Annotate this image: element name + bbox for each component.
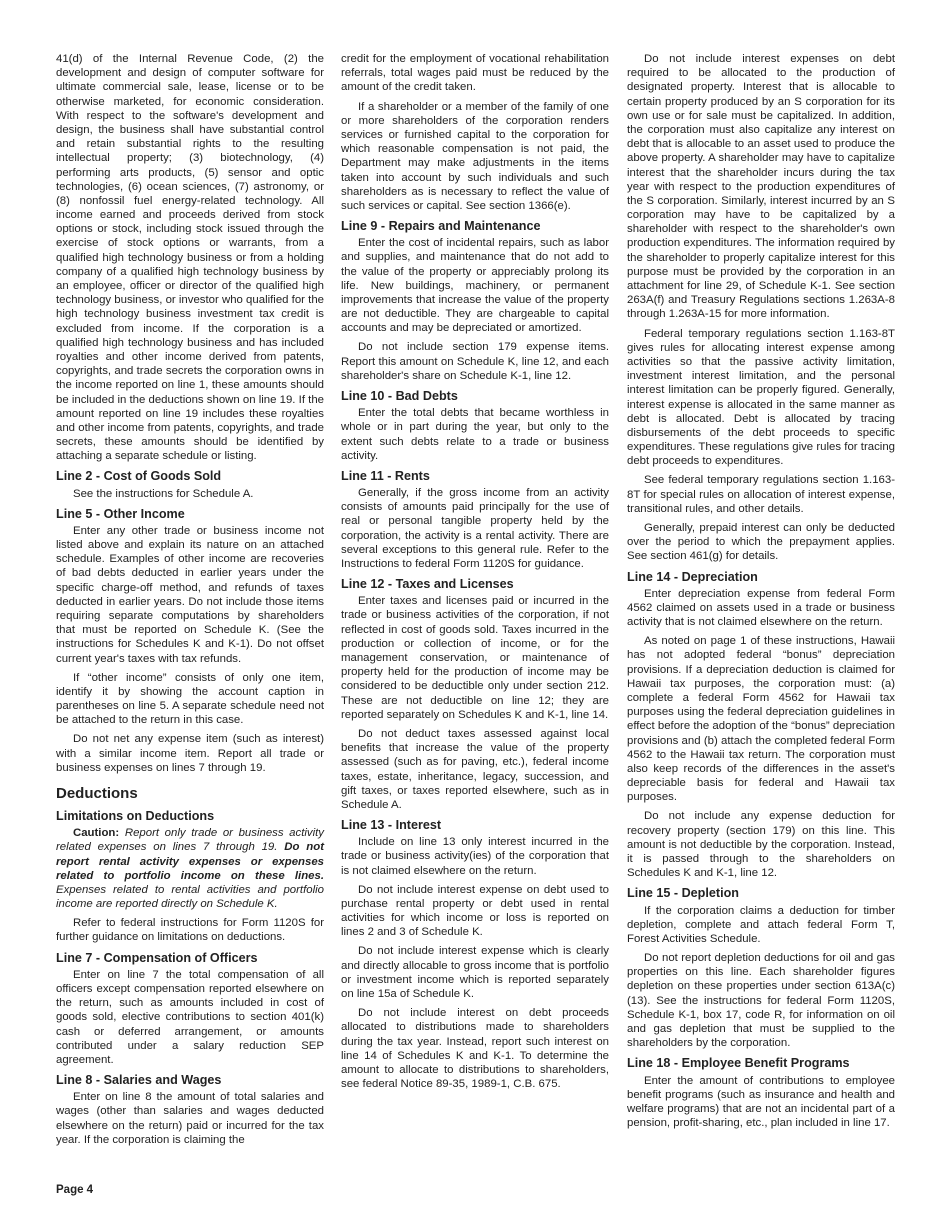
- paragraph-line-13-b: Do not include interest expense on debt used to purchase rental property or debt used in rental activities for which income or loss is reported on lines 2 and 3 of Schedule K.: [341, 883, 609, 939]
- heading-line-9: Line 9 - Repairs and Maintenance: [341, 219, 541, 234]
- heading-line-7: Line 7 - Compensation of Officers: [56, 950, 258, 965]
- heading-line-13: Line 13 - Interest: [341, 818, 442, 833]
- heading-line-12: Line 12 - Taxes and Licenses: [341, 577, 514, 592]
- paragraph-interest-d: Generally, prepaid interest can only be deducted over the period to which the prepayment applies. See section 461(g) for details.: [627, 522, 895, 563]
- heading-line-14: Line 14 - Depreciation: [627, 569, 758, 584]
- heading-line-10: Line 10 - Bad Debts: [341, 389, 458, 404]
- paragraph-interest-a: Do not include interest expenses on debt required to be allocated to the production of designated property. Interest that is allocable to certain property produced by an S corporation for its own use or for sale must be capitalized. In addition, the corporation must also capitalize any interest on debt that is allocable to an asset used to produce the above property. A shareholder may have to capitalize interest that the shareholder incurs during the tax year with respect to the production expenditures of the S corporation. Similarly, interest incurred by an S corporation may have to be capitalized by a shareholder with respect to the shareholder's own production expenditures. The information required by the shareholder to properly capitalize interest for this purpose must be provided by the corporation in an attachment for line 29, of Schedule K-1. See section 263A(f) and Treasury Regulations sections 1.263A-8 through 1.263A-15 for more information.: [627, 53, 895, 321]
- paragraph-line-5-b: If “other income” consists of only one item, identify it by showing the account caption in parentheses on line 5. A separate schedule need not be attached to the return in this case.: [56, 671, 324, 727]
- heading-line-8: Line 8 - Salaries and Wages: [56, 1073, 222, 1088]
- heading-line-5: Line 5 - Other Income: [56, 506, 185, 521]
- paragraph-line-10: Enter the total debts that became worthless in whole or in part during the year, but only to the extent such debts relate to a trade or business activity.: [341, 407, 609, 462]
- paragraph-shareholder: If a shareholder or a member of the family of one or more shareholders of the corporation renders services or furnished capital to the corporation for which reasonable compensation is not paid, the Department may make adjustments in the items taken into account by such individuals and such shareholders as is necessary to reflect the value of such services or capital. See section 1366(e).: [341, 100, 609, 212]
- caution-text: Report only trade or business activity related expenses on lines 7 through 19.: [56, 827, 324, 854]
- paragraph-line-11: Generally, if the gross income from an activity consists of amounts paid principally for the use of real or personal tangible property held by the corporation, the activity is a rental activity. There are several exceptions to this general rule. Refer to the Instructions to federal Form 1120S for guidance.: [341, 487, 609, 570]
- paragraph-intro: 41(d) of the Internal Revenue Code, (2) the development and design of computer software for ultimate commercial sale, lease, license or to be otherwise marketed, for economic consideration. With respect to the software's development and design, the business shall have substantial control and retain substantial rights to the resulting intellectual property; (3) biotechnology, (4) performing arts products, (5) sensor and optic technologies, (6) ocean sciences, (7) astronomy, or (8) nonfossil fuel energy-related technology. All income earned and proceeds derived from stock options or stock, including stock issued through the exercise of stock options or warrants, from a qualified high technology business or from a holding company of a qualified high technology business by an employee, officer or director of the qualified high technology business, or investor who qualified for the high technology business investment tax credit is excluded from income. If the corporation is a qualified high technology business and has included royalties and other income derived from patents, copyrights, and trade secrets the corporation owns in the income reported on line 1, these amounts should be included in the deductions shown on line 19. If the amount reported on line 19 includes these royalties and other income from patents, copyrights, and trade secrets, these amounts should be identified by attaching a separate schedule or listing.: [56, 53, 324, 463]
- caution-text-2: Expenses related to rental activities and portfolio income are reported directly on Schedule K.: [56, 883, 324, 911]
- caution-label: Caution:: [73, 827, 120, 840]
- heading-line-18: Line 18 - Employee Benefit Programs: [627, 1056, 850, 1071]
- paragraph-line-9-b: Do not include section 179 expense items. Report this amount on Schedule K, line 12, and each shareholder's share on Schedule K-1, line 12.: [341, 341, 609, 382]
- paragraph-line-7: Enter on line 7 the total compensation of all officers except compensation reported elsewhere on the return, such as amounts included in cost of goods sold, elective contributions to section 401(k) cash or deferred arrangement, or amounts contributed under a salary reduction SEP agreement.: [56, 968, 324, 1066]
- paragraph-line-9-a: Enter the cost of incidental repairs, such as labor and supplies, and maintenance that do not add to the value of the property or appreciably prolong its life. New buildings, machinery, or permanent improvements that increase the value of the property are not deductible. They are chargeable to capital accounts and may be depreciated or amortized.: [341, 237, 609, 335]
- paragraph-line-13-d: Do not include interest on debt proceeds allocated to distributions made to shareholders during the tax year. Instead, report such interest on line 14 of Schedules K and K-1. To determine the amount to allocate to distributions to shareholders, see federal Notice 89-35, 1989-1, C.B. 675.: [341, 1007, 609, 1091]
- heading-line-2: Line 2 - Cost of Goods Sold: [56, 469, 222, 484]
- heading-limitations: Limitations on Deductions: [56, 809, 215, 824]
- paragraph-line-5-c: Do not net any expense item (such as interest) with a similar income item. Report all trade or business expenses on lines 7 through 19.: [56, 733, 324, 774]
- paragraph-line-14-c: Do not include any expense deduction for recovery property (section 179) on this line. This amount is not deductible by the corporation. Instead, it is passed through to the shareholders on Schedules K and K-1, line 12.: [627, 810, 895, 880]
- paragraph-interest-c: See federal temporary regulations section 1.163-8T for special rules on allocation of interest expense, transitional rules, and other details.: [627, 474, 895, 515]
- paragraph-line-15-b: Do not report depletion deductions for oil and gas properties on this line. Each shareholder figures depletion on these properties under section 613A(c)(13). See the instructions for federal Form 1120S, Schedule K-1, box 17, code R, for information on oil and gas depletion that must be supplied to the shareholders by the corporation.: [627, 952, 895, 1050]
- caution-emphasis: Do not report rental activity expenses or expenses related to portfolio income on these lines.: [56, 841, 324, 882]
- paragraph-line-14-a: Enter depreciation expense from federal Form 4562 claimed on assets used in a trade or business activity that is not claimed elsewhere on the return.: [627, 587, 895, 629]
- paragraph-line-5-a: Enter any other trade or business income not listed above and explain its nature on an attached schedule. Examples of other income are recoveries of bad debts deducted in earlier years under the specific charge-off method, and refunds of taxes deducted in earlier years. Do not include those items requiring separate computations by shareholders that must be reported on Schedule K. (See the instructions for Schedules K and K-1). Do not offset current year's taxes with tax refunds.: [56, 524, 324, 665]
- column-right: [627, 52, 895, 1135]
- paragraph-line-18: Enter the amount of contributions to employee benefit programs (such as insurance and health and welfare programs) that are not an incidental part of a pension, profit-sharing, etc., plan included in line 17.: [627, 1074, 895, 1130]
- paragraph-line-13-c: Do not include interest expense which is clearly and directly allocable to gross income that is portfolio or investment income which is reported separately on line 15a of Schedule K.: [341, 945, 609, 1001]
- heading-line-11: Line 11 - Rents: [341, 468, 430, 483]
- paragraph-continued: credit for the employment of vocational rehabilitation referrals, total wages paid must be reduced by the amount of the credit taken.: [341, 53, 609, 94]
- heading-line-15: Line 15 - Depletion: [627, 886, 739, 901]
- paragraph-line-13-a: Include on line 13 only interest incurred in the trade or business activity(ies) of the corporation that is not claimed elsewhere on the return.: [341, 836, 609, 877]
- paragraph-limitations: Refer to federal instructions for Form 1120S for further guidance on limitations on deductions.: [56, 917, 324, 944]
- paragraph-interest-b: Federal temporary regulations section 1.163-8T gives rules for allocating interest expense among activities so that the passive activity limitation, investment interest limitation, and the personal interest limitation can be properly figured. Generally, interest expense is allocated in the same manner as debt is allocated. Debt is allocated by tracing disbursements of the debt proceeds to specific expenditures. These regulations give rules for tracing debt proceeds to expenditures.: [627, 327, 895, 468]
- paragraph-line-8: Enter on line 8 the amount of total salaries and wages (other than salaries and wages deducted elsewhere on the return) paid or incurred for the tax year. If the corporation is claiming the: [56, 1091, 324, 1146]
- paragraph-line-14-b: As noted on page 1 of these instructions, Hawaii has not adopted federal “bonus” depreciation provisions. If a depreciation deduction is claimed for Hawaii tax purposes, the corporation must: (a) complete a federal Form 4562 for Hawaii tax purposes using the federal depreciation guidelines in effect before the adoption of the “bonus” depreciation provisions and (b) attach the completed federal Form 4562 to the Hawaii tax return. The corporation must also keep records of the differences in the asset's depreciable basis for federal and Hawaii tax purposes.: [627, 635, 895, 804]
- column-left: [56, 52, 324, 1152]
- paragraph-line-12-a: Enter taxes and licenses paid or incurred in the trade or business activities of the corporation, if not reflected in cost of goods sold. Taxes incurred in the production or collection of income, or for the management conservation, or maintenance of property held for the production of income may be considered to be deductible only under section 212. These are not deductible on line 12; they are reported separately on Schedules K and K-1, line 14.: [341, 595, 609, 721]
- column-middle: [341, 52, 609, 1096]
- paragraph-line-15-a: If the corporation claims a deduction for timber depletion, complete and attach federal Form T, Forest Activities Schedule.: [627, 904, 895, 945]
- page-number: Page 4: [56, 1184, 94, 1196]
- caution-paragraph: [56, 826, 324, 911]
- paragraph-line-2: See the instructions for Schedule A.: [73, 487, 254, 500]
- heading-deductions: Deductions: [56, 785, 138, 803]
- paragraph-line-12-b: Do not deduct taxes assessed against local benefits that increase the value of the property assessed (such as for paving, etc.), federal income taxes, estate, inheritance, legacy, succession, and gift taxes, or taxes reported elsewhere, such as in Schedule A.: [341, 727, 609, 811]
